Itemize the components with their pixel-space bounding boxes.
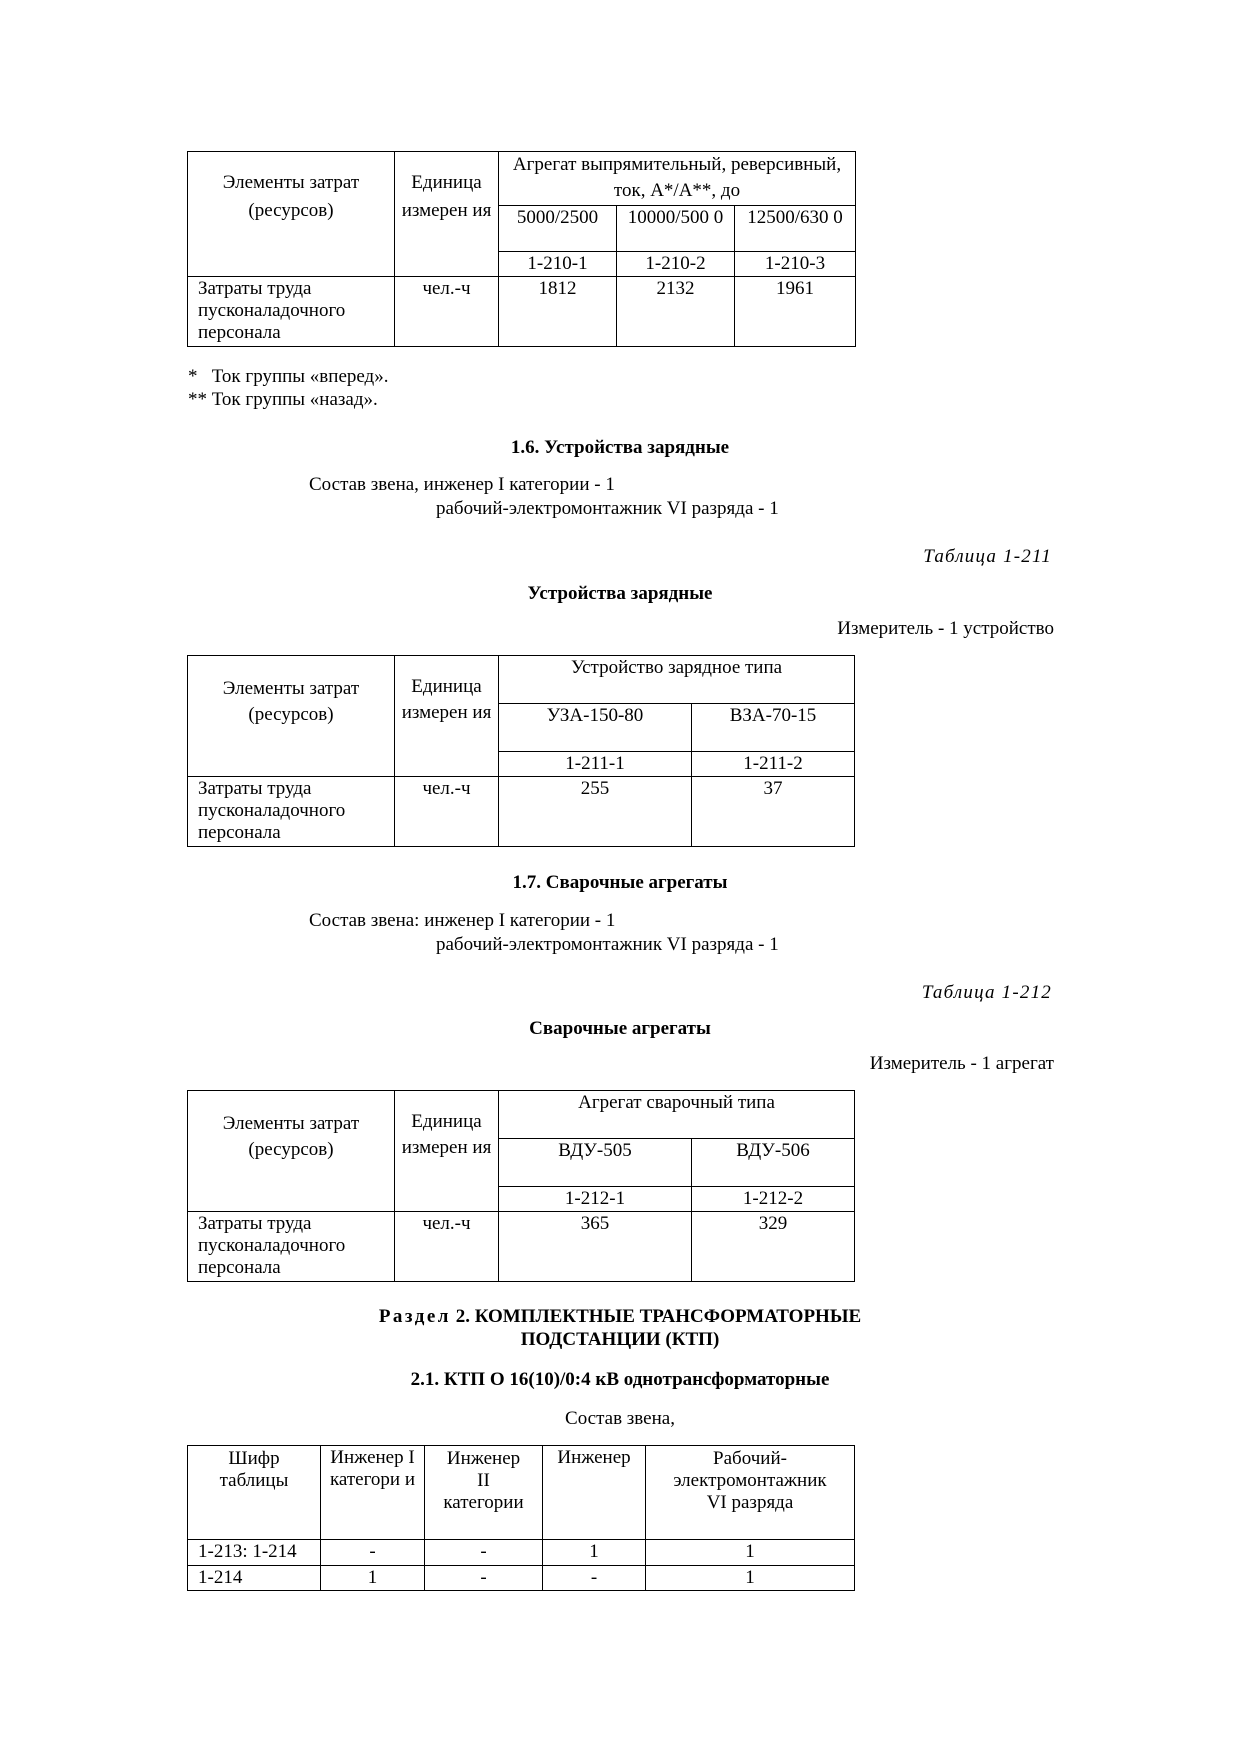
sub-col: ВДУ-505 bbox=[499, 1139, 692, 1187]
header-unit bbox=[395, 656, 499, 777]
value-cell: 365 bbox=[499, 1212, 692, 1282]
group-header: Агрегат сварочный типа bbox=[499, 1091, 855, 1139]
table-title: Устройства зарядные bbox=[527, 583, 713, 604]
header-unit-text: Единица bbox=[411, 172, 482, 193]
header-cell: Инженер bbox=[543, 1446, 646, 1540]
header-unit bbox=[395, 152, 499, 277]
table-cell: - bbox=[425, 1540, 543, 1566]
table-title: Сварочные агрегаты bbox=[529, 1018, 711, 1039]
sub-col: УЗА-150-80 bbox=[499, 704, 692, 752]
table-cell: 1 bbox=[321, 1566, 425, 1591]
header-unit bbox=[395, 1091, 499, 1212]
table-1-212 bbox=[187, 1090, 855, 1282]
code-cell: 1-210-2 bbox=[617, 252, 735, 277]
footnote-2: ** Ток группы «назад». bbox=[188, 389, 378, 410]
section-heading: 1.6. Устройства зарядные bbox=[510, 437, 730, 458]
section-prefix: Раздел bbox=[378, 1306, 451, 1327]
header-unit-text2: измерен ия bbox=[401, 702, 492, 723]
header-cell: Инженер II категории bbox=[425, 1446, 543, 1540]
table-1-211 bbox=[187, 655, 855, 847]
sub-col: ВДУ-506 bbox=[692, 1139, 855, 1187]
code-cell: 1-211-1 bbox=[499, 752, 692, 777]
measure-unit: Измеритель - 1 агрегат bbox=[869, 1053, 1054, 1074]
section-heading: 1.7. Сварочные агрегаты bbox=[512, 872, 728, 893]
code-cell: 1-210-3 bbox=[735, 252, 856, 277]
row-unit: чел.-ч bbox=[395, 1212, 499, 1282]
table-reference: Таблица 1-211 bbox=[923, 546, 1052, 567]
crew-line: Состав звена, инженер I категории - 1 bbox=[309, 474, 615, 495]
value-cell: 1812 bbox=[499, 277, 617, 347]
crew-line: Состав звена, bbox=[565, 1408, 675, 1429]
header-unit-text2: измерен ия bbox=[401, 200, 492, 221]
crew-line: рабочий-электромонтажник VI разряда - 1 bbox=[436, 934, 779, 955]
code-cell: 1-210-1 bbox=[499, 252, 617, 277]
header-cell: Инженер I категори и bbox=[321, 1446, 425, 1540]
section-heading-main bbox=[320, 1306, 920, 1328]
value-cell: 37 bbox=[692, 777, 855, 847]
code-cell: 1-212-1 bbox=[499, 1187, 692, 1212]
crew-line: Состав звена: инженер I категории - 1 bbox=[309, 910, 616, 931]
code-cell: 1-212-2 bbox=[692, 1187, 855, 1212]
row-label: Затраты труда пусконаладочного персонала bbox=[188, 277, 395, 347]
header-unit-text: Единица bbox=[411, 676, 482, 697]
sub-col: 12500/630 0 bbox=[735, 206, 856, 252]
sub-col: 10000/500 0 bbox=[617, 206, 735, 252]
row-unit: чел.-ч bbox=[395, 777, 499, 847]
table-cell: 1 bbox=[543, 1540, 646, 1566]
table-cell: - bbox=[321, 1540, 425, 1566]
row-unit: чел.-ч bbox=[395, 277, 499, 347]
table-cell: - bbox=[425, 1566, 543, 1591]
crew-table bbox=[187, 1445, 855, 1591]
value-cell: 329 bbox=[692, 1212, 855, 1282]
header-elements-text: Элементы затрат bbox=[222, 172, 360, 193]
section-title-line1: 2. КОМПЛЕКТНЫЕ ТРАНСФОРМАТОРНЫЕ bbox=[455, 1306, 862, 1327]
table-cell: 1 bbox=[646, 1540, 855, 1566]
crew-line: рабочий-электромонтажник VI разряда - 1 bbox=[436, 498, 779, 519]
header-cell: Рабочий-электромонтажник VI разряда bbox=[646, 1446, 855, 1540]
table-cell: 1 bbox=[646, 1566, 855, 1591]
header-unit-text2: измерен ия bbox=[401, 1137, 492, 1158]
header-elements bbox=[188, 152, 395, 277]
value-cell: 255 bbox=[499, 777, 692, 847]
measure-unit: Измеритель - 1 устройство bbox=[837, 618, 1054, 639]
section-title-line2: ПОДСТАНЦИИ (КТП) bbox=[520, 1329, 720, 1350]
header-elements: Элементы затрат (ресурсов) bbox=[188, 1091, 395, 1212]
row-label: Затраты труда пусконаладочного персонала bbox=[188, 1212, 395, 1282]
sub-col: ВЗА-70-15 bbox=[692, 704, 855, 752]
table-row: 1-213: 1-214 bbox=[188, 1540, 321, 1566]
header-unit-text: Единица bbox=[411, 1111, 482, 1132]
header-cell: Шифр таблицы bbox=[188, 1446, 321, 1540]
header-elements-text2: (ресурсов) bbox=[248, 200, 334, 221]
table-1-210 bbox=[187, 151, 856, 347]
row-label: Затраты труда пусконаладочного персонала bbox=[188, 777, 395, 847]
group-header: Устройство зарядное типа bbox=[499, 656, 855, 704]
group-header: Агрегат выпрямительный, реверсивный, ток, А*/А**, до bbox=[499, 152, 856, 206]
header-elements: Элементы затрат (ресурсов) bbox=[188, 656, 395, 777]
value-cell: 1961 bbox=[735, 277, 856, 347]
table-cell: - bbox=[543, 1566, 646, 1591]
footnote-1: * Ток группы «вперед». bbox=[188, 366, 389, 387]
sub-col: 5000/2500 bbox=[499, 206, 617, 252]
section-subheading: 2.1. КТП О 16(10)/0:4 кВ однотрансформаторные bbox=[410, 1369, 830, 1390]
table-reference: Таблица 1-212 bbox=[921, 982, 1052, 1003]
code-cell: 1-211-2 bbox=[692, 752, 855, 777]
value-cell: 2132 bbox=[617, 277, 735, 347]
table-row: 1-214 bbox=[188, 1566, 321, 1591]
